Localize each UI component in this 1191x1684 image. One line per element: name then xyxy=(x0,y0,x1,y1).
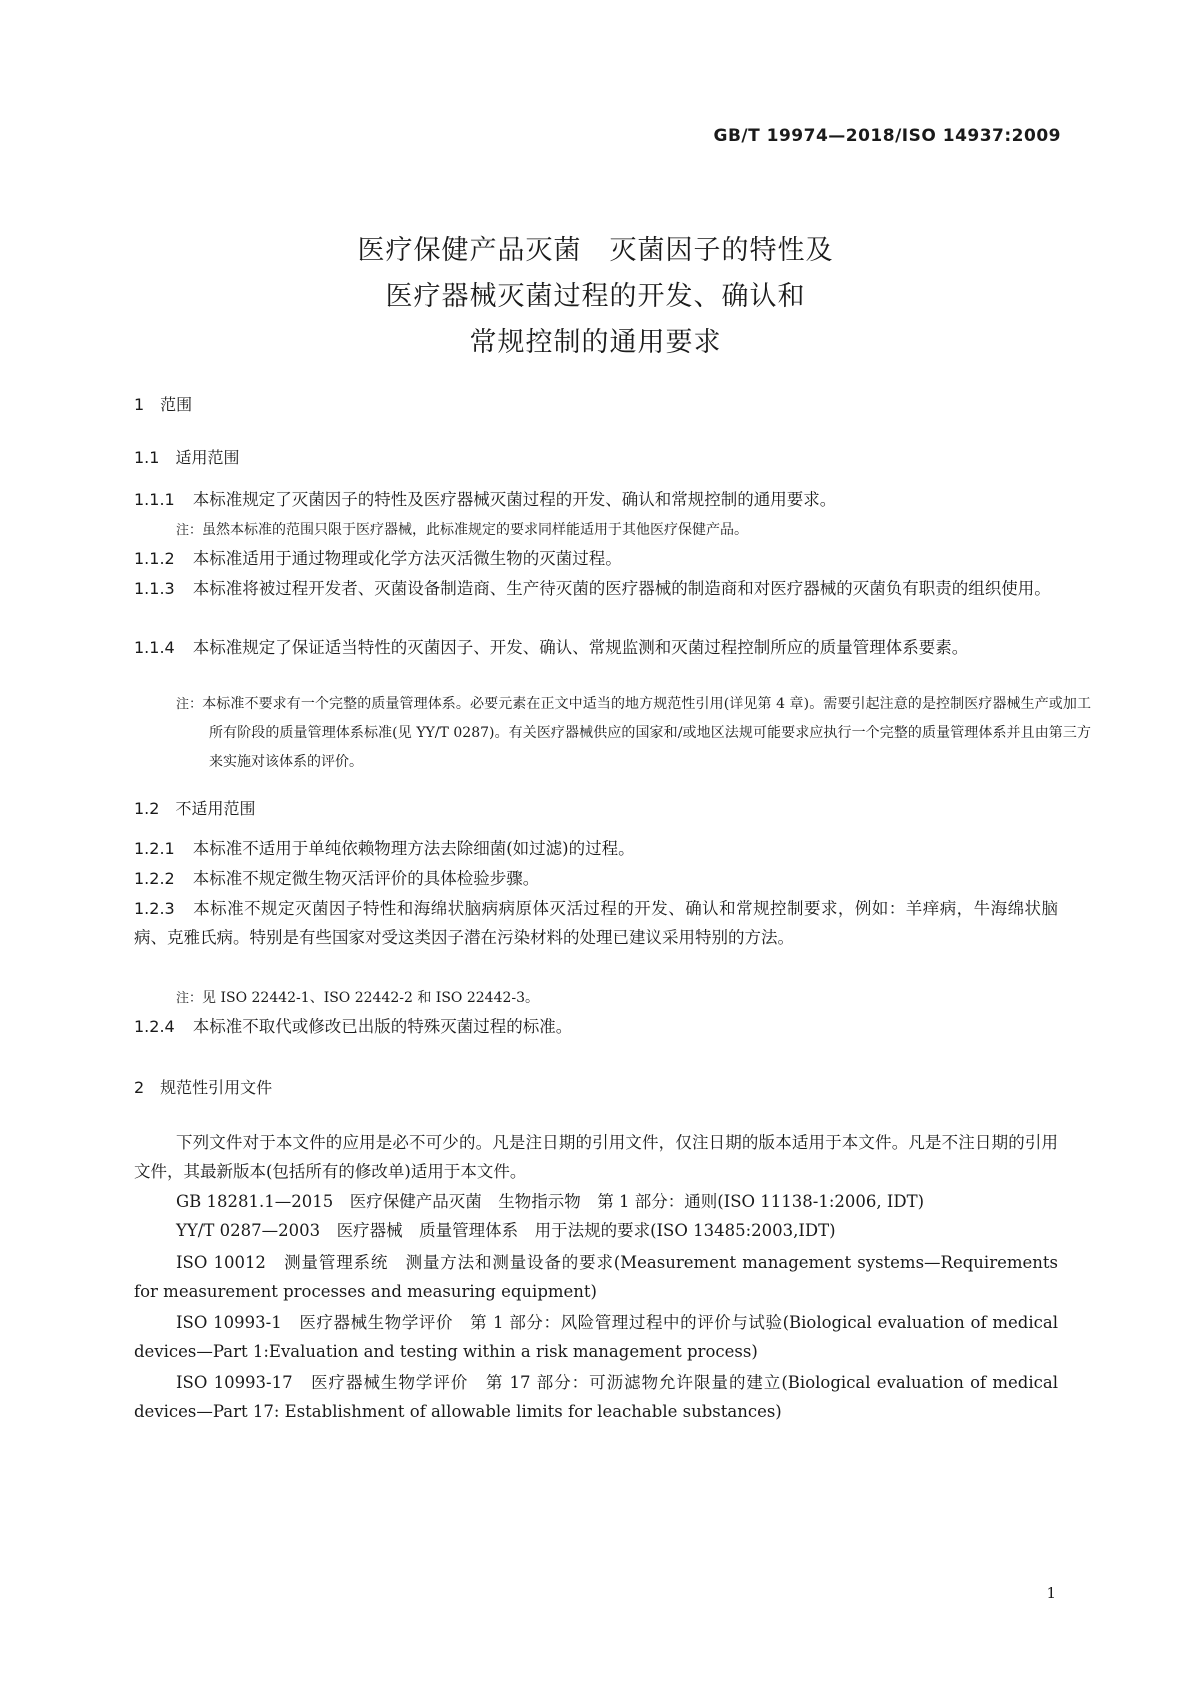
clause-text: 本标准不规定微生物灭活评价的具体检验步骤。 xyxy=(192,869,540,888)
section-1-heading: 1 范围 xyxy=(134,395,193,414)
clause-text: 本标准不适用于单纯依赖物理方法去除细菌(如过滤)的过程。 xyxy=(192,839,635,858)
reference-item: ISO 10993-17 医疗器械生物学评价 第 17 部分：可沥滤物允许限量的建立(Biological evaluation of medical devices—Part 17: Establishment of allowable limits for leachable substances) xyxy=(134,1373,1058,1421)
note-3 xyxy=(176,984,1091,1013)
reference-item: GB 18281.1—2015 医疗保健产品灭菌 生物指示物 第 1 部分：通则(ISO 11138-1:2006, IDT) xyxy=(176,1192,925,1211)
clause-text: 本标准不取代或修改已出版的特殊灭菌过程的标准。 xyxy=(192,1017,573,1036)
section-2-heading: 2 规范性引用文件 xyxy=(134,1078,273,1097)
clause-1-2-2 xyxy=(134,864,1058,893)
note-label: 注： xyxy=(176,697,203,712)
clause-1-2-1 xyxy=(134,834,1058,863)
clause-number: 1.1.2 xyxy=(134,549,175,568)
clause-1-1-3 xyxy=(134,574,1058,603)
standard-code: GB/T 19974—2018/ISO 14937:2009 xyxy=(713,126,1061,146)
reference-item: ISO 10993-1 医疗器械生物学评价 第 1 部分：风险管理过程中的评价与试验(Biological evaluation of medical devices—Part 1:Evaluation and testing within a risk management process) xyxy=(134,1313,1058,1361)
clause-1-1-1 xyxy=(134,485,1058,514)
document-title xyxy=(0,228,1191,366)
note-2 xyxy=(176,690,1091,777)
page-number: 1 xyxy=(1046,1584,1056,1602)
title-line-1: 医疗保健产品灭菌 灭菌因子的特性及 xyxy=(357,235,834,266)
note-label: 注： xyxy=(176,523,203,538)
clause-1-2-4 xyxy=(134,1012,1058,1041)
clause-1-2-3 xyxy=(134,894,1058,952)
clause-number: 1.2.1 xyxy=(134,839,175,858)
note-text: 本标准不要求有一个完整的质量管理体系。必要元素在正文中适当的地方规范性引用(详见第 4 章)。需要引起注意的是控制医疗器械生产或加工所有阶段的质量管理体系标准(见 YY/T 0287)。有关医疗器械供应的国家和/或地区法规可能要求应执行一个完整的质量管理体系并且由第三方来实施对该体系的评价。 xyxy=(202,696,1091,770)
note-label: 注： xyxy=(176,991,203,1006)
clause-text: 本标准规定了灭菌因子的特性及医疗器械灭菌过程的开发、确认和常规控制的通用要求。 xyxy=(192,490,837,509)
clause-number: 1.1.1 xyxy=(134,490,175,509)
clause-number: 1.2.2 xyxy=(134,869,175,888)
clause-1-1-4 xyxy=(134,633,1058,662)
note-1 xyxy=(176,516,1091,545)
clause-text: 本标准适用于通过物理或化学方法灭活微生物的灭菌过程。 xyxy=(192,549,622,568)
section-1-2-heading: 1.2 不适用范围 xyxy=(134,799,256,818)
clause-number: 1.1.4 xyxy=(134,638,175,657)
clause-text: 本标准将被过程开发者、灭菌设备制造商、生产待灭菌的医疗器械的制造商和对医疗器械的灭菌负有职责的组织使用。 xyxy=(192,579,1051,598)
reference-item: YY/T 0287—2003 医疗器械 质量管理体系 用于法规的要求(ISO 13485:2003,IDT) xyxy=(176,1221,836,1240)
section-1-1-heading: 1.1 适用范围 xyxy=(134,448,240,467)
section-2-intro: 下列文件对于本文件的应用是必不可少的。凡是注日期的引用文件，仅注日期的版本适用于本文件。凡是不注日期的引用文件，其最新版本(包括所有的修改单)适用于本文件。 xyxy=(134,1133,1058,1181)
title-line-2: 医疗器械灭菌过程的开发、确认和 xyxy=(385,281,806,312)
note-text: 见 ISO 22442-1、ISO 22442-2 和 ISO 22442-3。 xyxy=(202,990,540,1006)
clause-text: 本标准规定了保证适当特性的灭菌因子、开发、确认、常规监测和灭菌过程控制所应的质量管理体系要素。 xyxy=(192,638,969,657)
clause-number: 1.1.3 xyxy=(134,579,175,598)
reference-item: ISO 10012 测量管理系统 测量方法和测量设备的要求(Measurement management systems—Requirements for measurement processes and measuring equipment) xyxy=(134,1253,1058,1301)
clause-number: 1.2.4 xyxy=(134,1017,175,1036)
clause-1-1-2 xyxy=(134,544,1058,573)
clause-text: 本标准不规定灭菌因子特性和海绵状脑病病原体灭活过程的开发、确认和常规控制要求，例如：羊痒病，牛海绵状脑病、克雅氏病。特别是有些国家对受这类因子潜在污染材料的处理已建议采用特别的方法。 xyxy=(134,899,1058,947)
title-line-3: 常规控制的通用要求 xyxy=(469,327,722,358)
clause-number: 1.2.3 xyxy=(134,899,175,918)
note-text: 虽然本标准的范围只限于医疗器械，此标准规定的要求同样能适用于其他医疗保健产品。 xyxy=(202,522,749,538)
